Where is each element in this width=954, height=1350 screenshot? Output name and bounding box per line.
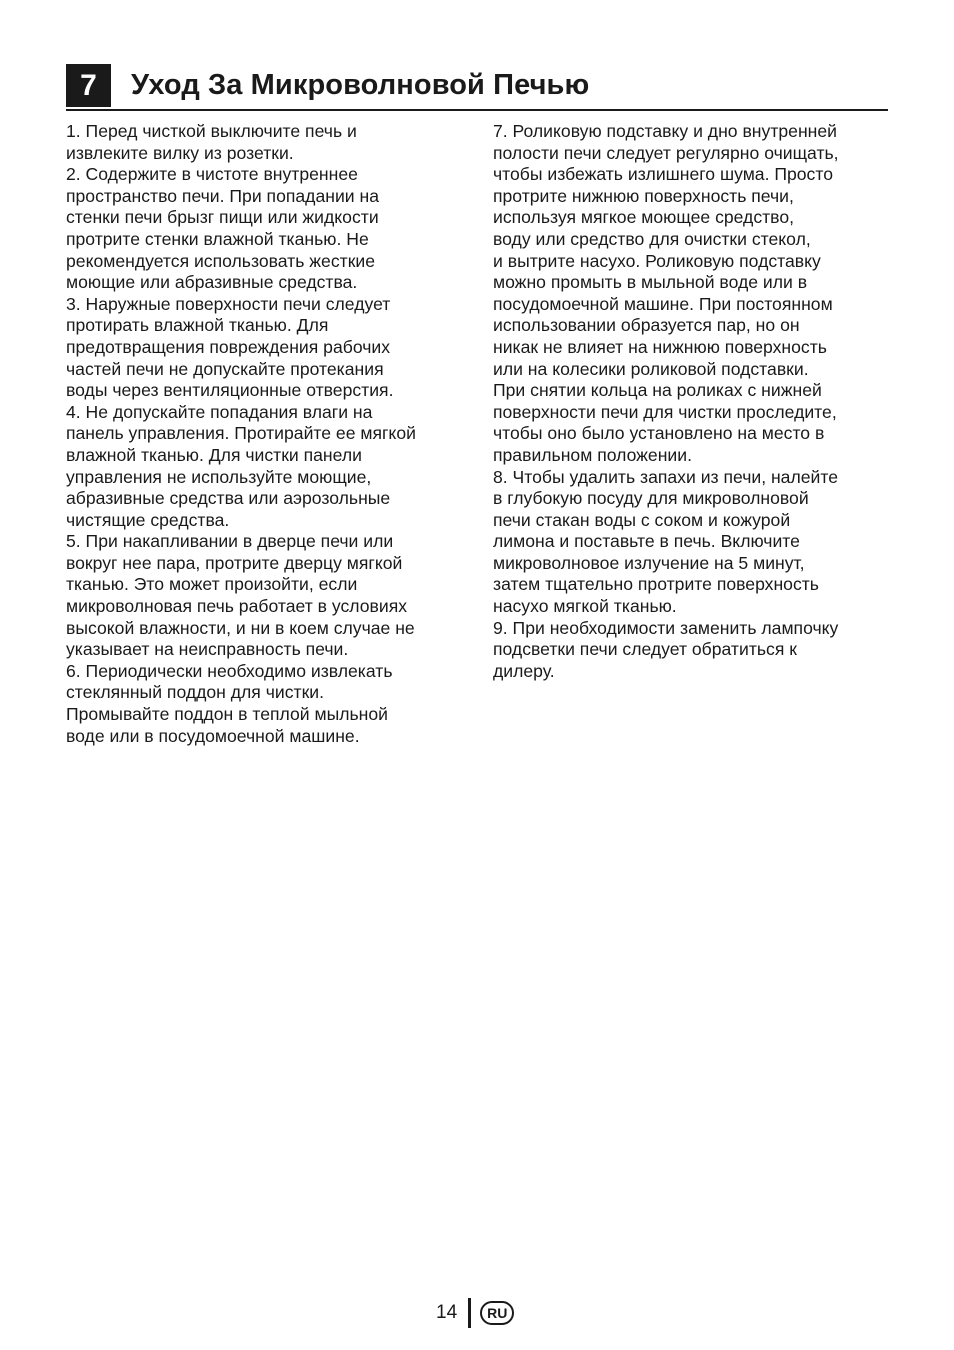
instruction-item-4: 4. Не допускайте попадания влаги на панель управления. Протирайте ее мягкой влажной тканью. Для чистки панели управления не используйте моющие, абразивные средства или аэрозольные чистящие средства.	[66, 401, 416, 530]
instruction-item-3: 3. Наружные поверхности печи следует протирать влажной тканью. Для предотвращения повреждения рабочих частей печи не допускайте протекания воды через вентиляционные отверстия.	[66, 293, 394, 401]
right-column	[493, 121, 885, 682]
instruction-item-8: 8. Чтобы удалить запахи из печи, налейте в глубокую посуду для микроволновой печи стакан воды с соком и кожурой лимона и поставьте в печь. Включите микроволновое излучение на 5 минут, затем тщательно протрите поверхность насухо мягкой тканью.	[493, 466, 838, 617]
instruction-item-9: 9. При необходимости заменить лампочку подсветки печи следует обратиться к дилеру.	[493, 617, 839, 681]
page-number: 14	[436, 1302, 458, 1323]
instruction-item-7: 7. Роликовую подставку и дно внутренней полости печи следует регулярно очищать, чтобы избежать излишнего шума. Просто протрите нижнюю поверхность печи, используя мягкое моющее средство, воду или средство для очистки стекол, и вытрите насухо. Роликовую подставку можно промыть в мыльной воде или в посудомоечной машине. При постоянном использовании образуется пар, но он никак не влияет на нижнюю поверхность или на колесики роликовой подставки. При снятии кольца на роликах с нижней поверхности печи для чистки проследите, чтобы оно было установлено на место в правильном положении.	[493, 121, 839, 465]
page-title: Уход За Микроволновой Печью	[131, 69, 590, 101]
instruction-item-2: 2. Содержите в чистоте внутреннее пространство печи. При попадании на стенки печи брызг пищи или жидкости протрите стенки влажной тканью. Не рекомендуется использовать жесткие моющие или абразивные средства.	[66, 164, 379, 293]
footer-divider	[468, 1298, 471, 1328]
instruction-item-1: 1. Перед чисткой выключите печь и извлеките вилку из розетки.	[66, 121, 357, 163]
page-footer	[436, 1298, 514, 1328]
section-header	[66, 64, 888, 111]
instruction-item-6: 6. Периодически необходимо извлекать стеклянный поддон для чистки. Промывайте поддон в теплой мыльной воде или в посудомоечной машине.	[66, 660, 393, 746]
left-column	[66, 121, 458, 747]
instruction-item-5: 5. При накапливании в дверце печи или вокруг нее пара, протрите дверцу мягкой тканью. Это может произойти, если микроволновая печь работает в условиях высокой влажности, и ни в коем случае не указывает на неисправность печи.	[66, 531, 415, 660]
language-badge: RU	[480, 1301, 514, 1325]
section-number-badge: 7	[66, 64, 111, 107]
